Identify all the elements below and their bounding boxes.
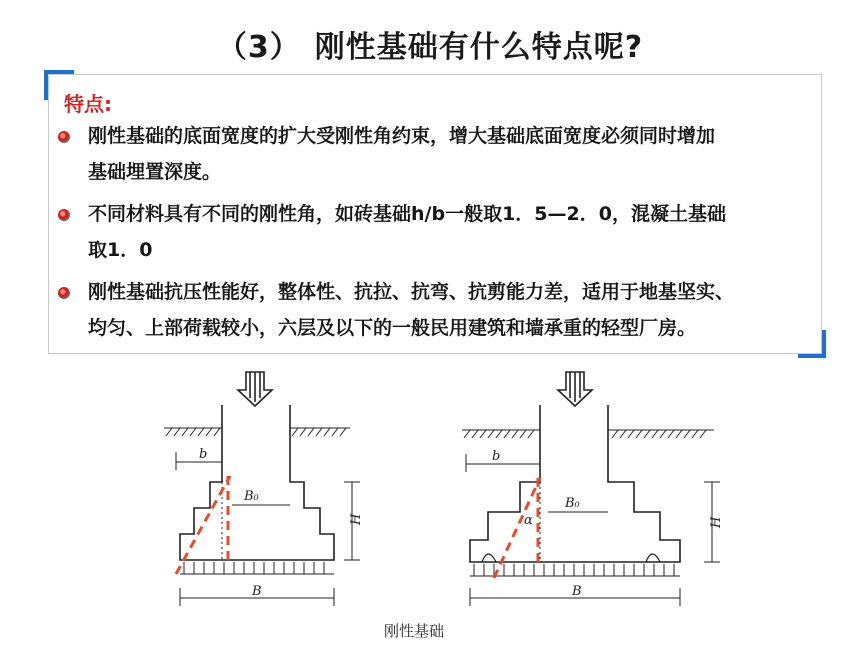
pressure-arrows-right: [470, 564, 680, 576]
foundation-outline-right: [470, 405, 680, 562]
right-label-h: H: [709, 516, 724, 528]
left-label-bb: B: [252, 584, 262, 599]
title-text: 刚性基础有什么特点呢?: [314, 30, 644, 65]
title-number: （3）: [216, 30, 301, 65]
feature-item-1-line2: 基础埋置深度。: [88, 161, 222, 183]
diagram-caption: 刚性基础: [384, 622, 445, 640]
ground-hatch-right: [462, 430, 714, 438]
feature-item-1-line1: 刚性基础的底面宽度的扩大受刚性角约束，增大基础底面宽度必须同时增加: [88, 125, 716, 147]
rigid-angle-lines-right: [494, 478, 540, 578]
ground-hatch-left: [164, 428, 350, 436]
feature-item-3-line2: 均匀、上部荷载较小，六层及以下的一般民用建筑和墙承重的轻型厂房。: [88, 317, 697, 339]
feature-item-2-line1: 不同材料具有不同的刚性角，如砖基础h/b一般取1．5—2．0，混凝土基础: [88, 203, 726, 225]
right-foundation: [462, 372, 720, 606]
left-label-b: b: [199, 447, 208, 462]
load-arrow-icon: [558, 372, 592, 406]
right-label-b: b: [492, 449, 501, 464]
feature-item-2-line2: 取1．0: [88, 239, 153, 261]
features-heading: 特点:: [64, 92, 112, 116]
feature-item-3-line1: 刚性基础抗压性能好，整体性、抗拉、抗弯、抗剪能力差，适用于地基坚实、: [88, 281, 735, 303]
left-label-h: H: [349, 513, 364, 525]
pressure-arrows-left: [180, 562, 334, 574]
left-foundation: [164, 372, 360, 606]
load-arrow-icon: [238, 372, 272, 406]
right-label-b0: B₀: [565, 496, 580, 511]
right-label-alpha: α: [524, 513, 533, 528]
right-label-bb: B: [572, 584, 582, 599]
left-label-b0: B₀: [244, 489, 259, 504]
